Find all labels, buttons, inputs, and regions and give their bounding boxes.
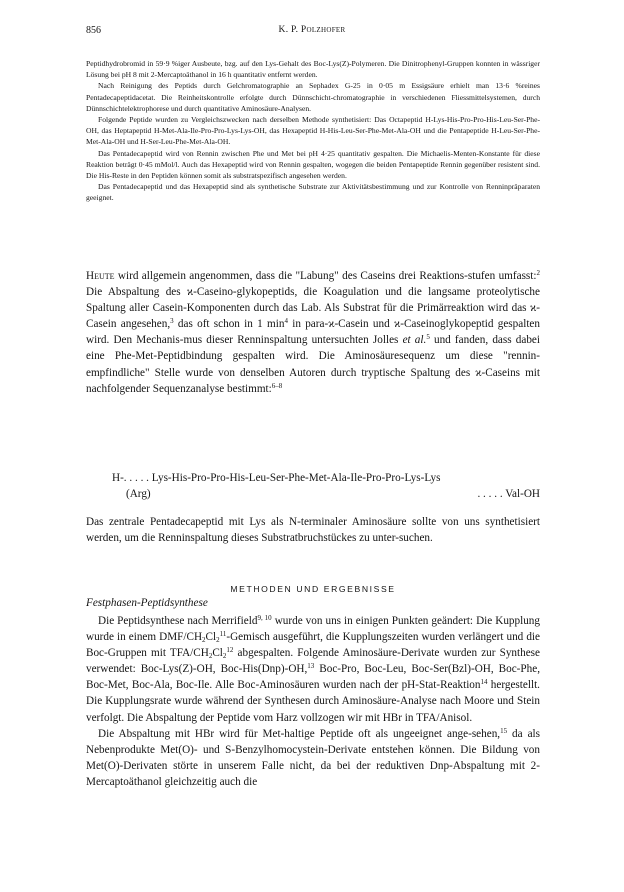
body-text: Boc-Pro, Boc-Leu, Boc-Ser(Bzl)-OH, Boc-Phe, Boc-Met, Boc-Ala, Boc-Ile. Alle Boc-Aminosäuren wurden nach der pH-Stat-Reaktion [86, 663, 540, 692]
body-text: wird allgemein angenommen, dass die "Labung" des Caseins drei Reaktions-stufen umfasst: [114, 270, 537, 282]
reference-marker: 14 [480, 678, 488, 687]
body-text: wurde von uns in einigen Punkten geändert: Die Kupplung wurde in einem DMF/CH [86, 615, 540, 644]
body-text: und fanden, dass dabei eine Phe-Met-Peptidbindung gespalten wird. Die Aminosäuresequenz um diese "rennin-empfindliche" Stelle wurde von denselben Autoren durch tryptische Spaltung des ϰ-Caseins mit nachfolgender Sequenzanalyse bestimmt: [86, 334, 540, 395]
sequence-arg: (Arg) [126, 488, 151, 500]
subsection-heading: Festphasen-Peptidsynthese [86, 597, 208, 609]
page-number: 856 [86, 25, 101, 36]
methods-text [86, 613, 540, 790]
abstract-paragraph: Nach Reinigung des Peptids durch Gelchromatographie an Sephadex G-25 in 0·05 m Essigsäure erhielt man 13·6 %reines Pentadecapeptidacetat. Die Reinheitskontrolle erfolgte durch Dünnschicht-chromatographie in verschiedenen Fliessmittelsystemen, durch Dünnschichtelektrophorese und durch quantitative Aminosäure-Analysen. [86, 81, 540, 113]
body-text: Die Abspaltung mit HBr wird für Met-haltige Peptide oft als ungeeignet ange-sehen, [98, 727, 501, 740]
abstract-paragraph: Folgende Peptide wurden zu Vergleichszwecken nach derselben Methode synthetisiert: Das Octapeptid H-Lys-His-Pro-Pro-His-Leu-Ser-Phe-OH, das Heptapeptid H-Met-Ala-Ile-Pro-Pro-Lys-Lys-OH, das Hexapeptid H-His-Leu-Ser-Phe-Met-Ala-OH und die Pentapeptide H-Leu-Ser-Phe-Met-Ala-OH und H-Ser-Leu-Phe-Met-Ala-OH. [86, 115, 540, 147]
subscript: 2 [202, 636, 206, 645]
abstract-paragraph: Das Pentadecapeptid und das Hexapeptid sind als synthetische Substrate zur Aktivitätsbestimmung und zur Kontrolle von Renninpräparaten geeignet. [86, 182, 540, 203]
subscript: 2 [222, 652, 227, 661]
introduction-paragraph [86, 268, 540, 397]
body-text: -Gemisch ausgeführt, die Kupplungszeiten wurden verlängert und die Boc-Gruppen mit TFA/CH [86, 631, 540, 660]
amino-acid-sequence [112, 470, 540, 502]
sequence-line: H-. . . . . Lys-His-Pro-Pro-His-Leu-Ser-Phe-Met-Ala-Ile-Pro-Pro-Lys-Lys [112, 472, 441, 484]
reference-marker: 3 [170, 317, 174, 326]
body-text: Cl [205, 631, 217, 644]
reference-marker: 13 [307, 662, 315, 671]
sequence-val-oh: . . . . . Val-OH [477, 488, 540, 500]
body-text: Cl [212, 647, 223, 660]
author-header: K. P. Polzhofer [278, 25, 346, 35]
lead-word: Heute [86, 270, 115, 282]
reference-marker: 9, 10 [257, 614, 272, 622]
running-header [86, 25, 538, 39]
body-text: da als Nebenprodukte Met(O)- und S-Benzylhomocystein-Derivate entstehen können. Die Bildung von Met(O)-Derivaten störte in unserem Falle nicht, da bei der reduktiven Dnp-Abspaltung mit 2-Mercaptoäthanol gleichzeitig auch die [86, 727, 540, 788]
section-heading: METHODEN UND ERGEBNISSE [230, 584, 396, 594]
reference-marker: 11 [219, 630, 227, 639]
abstract-block [86, 58, 540, 204]
reference-marker: 12 [226, 646, 234, 655]
reference-marker: 5 [426, 333, 430, 342]
body-text: Die Peptidsynthese nach Merrifield [98, 615, 258, 627]
subscript: 2 [208, 652, 213, 661]
reference-marker: 15 [500, 726, 508, 735]
body-text: Die Abspaltung des ϰ-Caseino-glykopeptids, die Koagulation und die langsame proteolytische Spaltung aller Casein-Komponenten durch das Lab. Als Substrat für die Primärreaktion wird das ϰ-Casein angesehen, [86, 286, 540, 331]
body-text: in para-ϰ-Casein und ϰ-Caseinoglykopeptid gespalten wird. Den Mechanis-mus dieser Renninspaltung untersuchten Jolles [86, 318, 540, 347]
body-text: das oft schon in 1 min [173, 318, 285, 331]
et-al: et al. [402, 334, 427, 347]
abstract-paragraph: Peptidhydrobromid in 59·9 %iger Ausbeute, bzg. auf den Lys-Gehalt des Boc-Lys(Z)-Polymeren. Die Dinitrophenyl-Gruppen konnten in wässriger Lösung bei pH 8 mit 2-Mercaptoäthanol in 16 h quantitativ entfernt werden. [86, 59, 540, 80]
reference-marker: 4 [284, 317, 288, 326]
reference-marker: 6–8 [271, 381, 283, 390]
subscript: 2 [216, 636, 220, 645]
introduction-paragraph-2 [86, 514, 540, 546]
abstract-paragraph: Das Pentadecapeptid wird von Rennin zwischen Phe und Met bei pH 4·25 quantitativ gespalten. Die Michaelis-Menten-Konstante für diese Reaktion beträgt 0·45 mMol/l. Auch das Hexapeptid wird von Rennin gespalten, wogegen die beiden Pentapeptide Rennin gegenüber resistent sind. Die His-Reste in den Peptiden können somit als substratspezifisch angesehen werden. [86, 148, 540, 181]
reference-marker: 2 [536, 269, 540, 277]
body-text: abgespalten. Folgende Aminosäure-Derivate wurden zur Synthese verwendet: Boc-Lys(Z)-OH, Boc-His(Dnp)-OH, [86, 647, 541, 676]
body-text: hergestellt. Die Kupplungsrate wurde während der Synthesen durch Aminosäure-Analyse nach Moore und Stein verfolgt. Die Abspaltung der Peptide vom Harz vollzogen wir mit HBr in TFA/Anisol. [86, 679, 540, 724]
body-text: Das zentrale Pentadecapeptid mit Lys als N-terminaler Aminosäure sollte von uns synthetisiert werden, um die Renninspaltung dieses Substratbruchstückes zu unter-suchen. [86, 516, 540, 545]
